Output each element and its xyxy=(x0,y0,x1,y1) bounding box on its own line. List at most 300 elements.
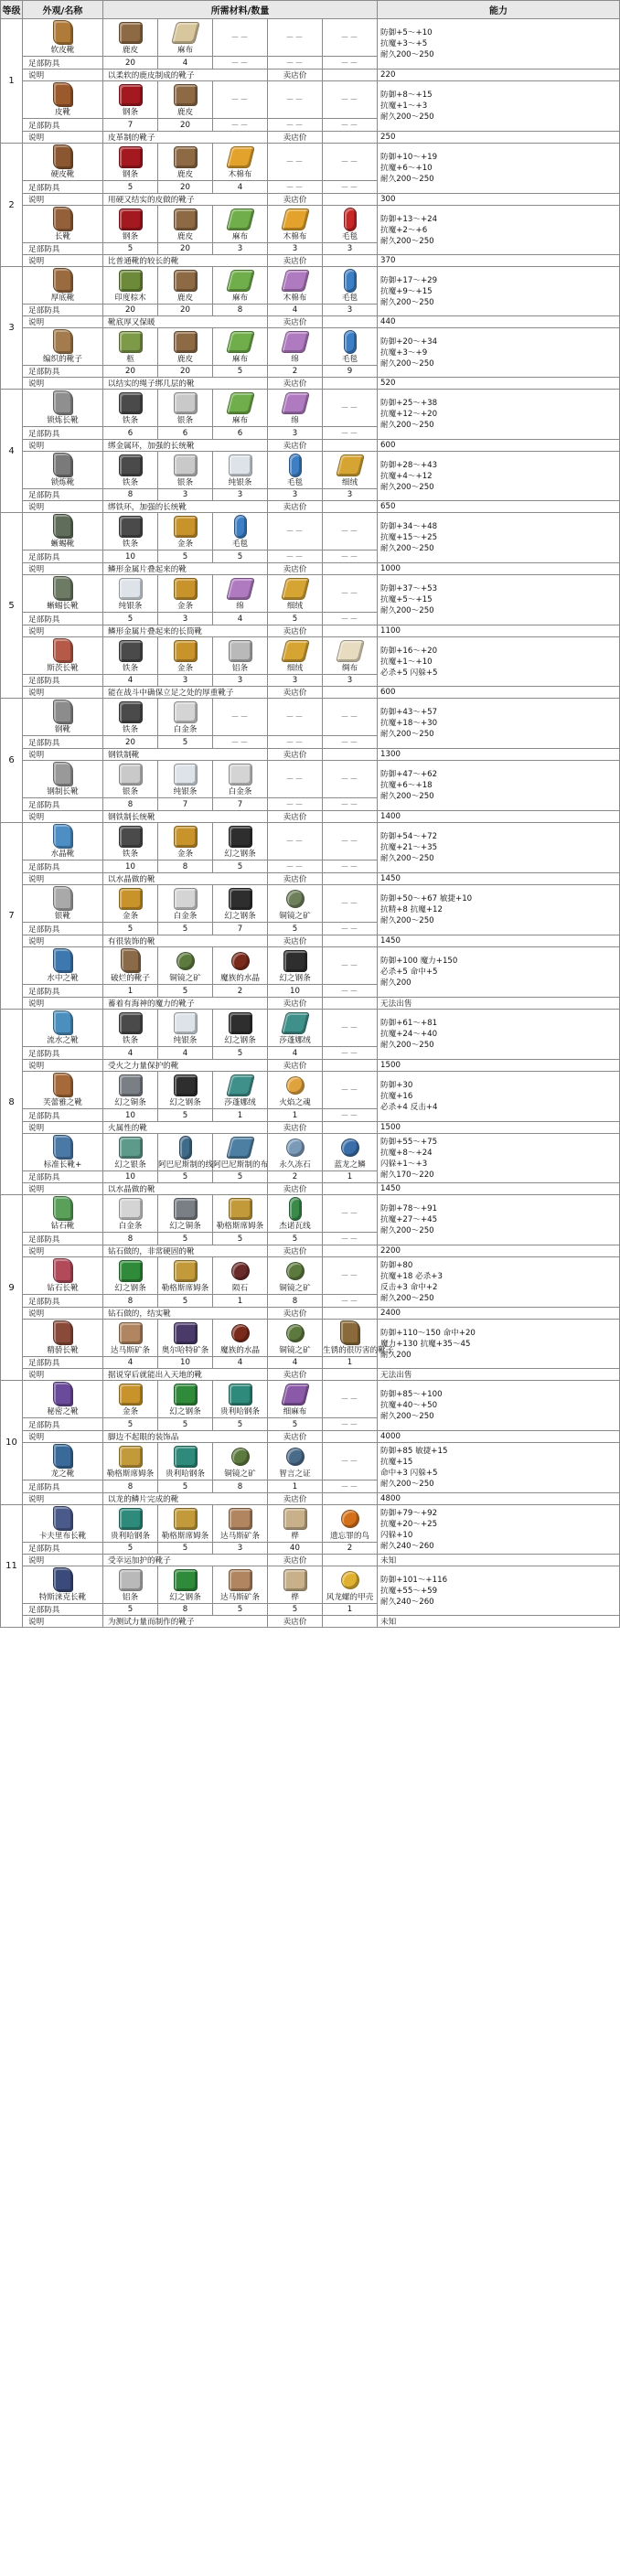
material-name: 铁条 xyxy=(122,1036,139,1045)
iron-bar-icon xyxy=(119,826,143,848)
item-appearance xyxy=(23,206,103,243)
level-cell: 2 xyxy=(1,144,23,267)
phantom-steel-icon xyxy=(174,1569,198,1591)
material-cell xyxy=(268,144,323,181)
item-appearance xyxy=(23,1072,103,1109)
material-quantity: －－ xyxy=(213,119,268,132)
ability-cell xyxy=(378,1505,620,1555)
material-quantity: 20 xyxy=(158,305,213,316)
leather-boot-icon xyxy=(53,82,73,107)
material-cell xyxy=(103,823,158,860)
shop-price: 1500 xyxy=(378,1122,620,1134)
material-cell xyxy=(103,1320,158,1357)
ability-line: 耐久240～260 xyxy=(380,1541,434,1551)
blanket-icon xyxy=(234,515,247,539)
desc-label: 说明 xyxy=(23,378,103,390)
palm-wood-icon xyxy=(119,270,143,292)
material-quantity: －－ xyxy=(323,1480,378,1493)
material-name: 木棉布 xyxy=(228,170,252,179)
damas-bar-icon xyxy=(119,1322,143,1344)
material-name: 生锈的很厉害的靴子 xyxy=(323,1346,394,1355)
material-cell xyxy=(323,1505,378,1543)
gold-bar-icon xyxy=(174,640,198,662)
material-quantity: 5 xyxy=(103,1604,158,1616)
material-cell xyxy=(158,885,213,923)
material-name: 白金条 xyxy=(228,787,252,796)
material-cell xyxy=(323,1381,378,1418)
shop-price: 2400 xyxy=(378,1308,620,1320)
shop-price: 1300 xyxy=(378,749,620,761)
material-cell xyxy=(103,1010,158,1047)
phantom-copper-icon xyxy=(174,1198,198,1220)
ragged-boot-icon xyxy=(121,948,141,973)
item-description: 皮革制的靴子 xyxy=(103,132,268,144)
material-cell xyxy=(158,575,213,613)
ability-line: 防御+78～+91 xyxy=(380,1204,438,1213)
ability-line: 抗魔+6～+10 xyxy=(380,164,433,173)
shop-price: 600 xyxy=(378,687,620,699)
material-name: 金条 xyxy=(122,1407,139,1416)
ability-cell xyxy=(378,885,620,935)
empty-slot: －－ xyxy=(285,528,305,537)
crystal-boot-icon xyxy=(53,824,73,849)
material-name: 勒格斯席姆条 xyxy=(161,1532,209,1541)
material-quantity: 5 xyxy=(103,923,158,935)
item-description: 能在战斗中确保立足之处的厚重靴子 xyxy=(103,687,268,699)
pure-silver-bar-icon xyxy=(229,454,252,476)
material-cell xyxy=(323,1257,378,1295)
palm-fiber-icon xyxy=(119,331,143,353)
item-name: 标准长靴+ xyxy=(43,1160,82,1170)
ability-cell xyxy=(378,947,620,998)
ability-line: 抗魔+55～+59 xyxy=(380,1586,438,1596)
item-name: 蜥蜴长靴 xyxy=(47,602,79,611)
orhat-bar-icon xyxy=(174,1322,198,1344)
item-desc-row xyxy=(1,132,620,144)
item-description: 鳞形金属片叠起来的长筒靴 xyxy=(103,625,268,637)
footgear-label: 足部防具 xyxy=(23,923,103,935)
material-quantity: 5 xyxy=(213,1604,268,1616)
footgear-label: 足部防具 xyxy=(23,1295,103,1308)
material-name: 金条 xyxy=(176,850,194,859)
shop-price-label: 卖店价 xyxy=(268,1616,323,1628)
ability-line: 耐久200～250 xyxy=(380,916,434,925)
material-cell xyxy=(103,1443,158,1480)
cotton-icon xyxy=(281,331,310,353)
spacer-cell xyxy=(323,1308,378,1320)
ability-cell xyxy=(378,1566,620,1616)
item-description: 脚边不起眼的装饰品 xyxy=(103,1431,268,1443)
material-name: 金条 xyxy=(176,664,194,673)
empty-slot: －－ xyxy=(285,775,305,785)
material-quantity: －－ xyxy=(323,1233,378,1245)
footgear-label: 足部防具 xyxy=(23,243,103,255)
material-name: 鹿皮 xyxy=(176,294,194,303)
item-name: 龙之靴 xyxy=(50,1470,75,1479)
material-name: 毛毯 xyxy=(286,478,304,487)
spacer-cell xyxy=(323,873,378,885)
material-quantity: 3 xyxy=(323,305,378,316)
material-cell xyxy=(323,1320,394,1357)
iron-bar-icon xyxy=(119,392,143,414)
material-quantity: 5 xyxy=(158,550,213,563)
material-name: 魔族的水晶 xyxy=(220,1346,260,1355)
footgear-label: 足部防具 xyxy=(23,366,103,378)
material-name: 幻之钢条 xyxy=(169,1098,201,1107)
shop-price-label: 卖店价 xyxy=(268,316,323,328)
material-cell xyxy=(158,637,213,675)
material-cell xyxy=(213,947,268,985)
material-quantity: 3 xyxy=(323,675,378,687)
item-description: 受幸运加护的靴子 xyxy=(103,1555,268,1566)
material-name: 桦 xyxy=(291,1532,299,1541)
material-cell xyxy=(323,1072,378,1109)
platinum-bar-icon xyxy=(174,701,198,723)
material-name: 白金条 xyxy=(118,1222,143,1231)
steel-bar-icon xyxy=(119,84,143,106)
abanis-cloth-icon xyxy=(226,1137,255,1159)
material-quantity: 10 xyxy=(158,1357,213,1369)
empty-slot: －－ xyxy=(340,713,359,722)
footgear-label: 足部防具 xyxy=(23,550,103,563)
ability-line: 抗魔+3～+9 xyxy=(380,347,428,358)
shop-price-label: 卖店价 xyxy=(268,873,323,885)
velvet-icon xyxy=(281,640,310,662)
sabona-velvet-icon xyxy=(281,1012,310,1034)
material-name: 金条 xyxy=(122,912,139,921)
material-quantity: －－ xyxy=(213,57,268,69)
material-quantity: 2 xyxy=(323,1543,378,1555)
empty-slot: －－ xyxy=(340,1272,359,1281)
shop-price-label: 卖店价 xyxy=(268,811,323,823)
meteorite-icon xyxy=(231,1262,250,1280)
material-quantity: 5 xyxy=(103,243,158,255)
ability-line: 防御+47～+62 xyxy=(380,770,438,779)
water-boot-icon xyxy=(53,948,73,973)
material-cell xyxy=(158,699,213,736)
ability-cell xyxy=(378,144,620,194)
material-cell xyxy=(213,637,268,675)
material-quantity: 8 xyxy=(103,489,158,501)
ability-line: 闪躲+1～+3 xyxy=(380,1159,428,1169)
shop-price-label: 卖店价 xyxy=(268,1183,323,1195)
shop-price-label: 卖店价 xyxy=(268,1369,323,1381)
material-cell xyxy=(213,1257,268,1295)
item-icon-row xyxy=(1,452,620,489)
ability-cell xyxy=(378,637,620,687)
item-appearance xyxy=(23,1320,103,1357)
item-appearance xyxy=(23,1195,103,1233)
cotton-cloth-icon xyxy=(281,208,310,230)
material-cell xyxy=(268,81,323,119)
item-description: 用硬又结实的皮做的靴子 xyxy=(103,194,268,206)
spacer-cell xyxy=(323,501,378,513)
item-desc-row xyxy=(1,749,620,761)
desc-label: 说明 xyxy=(23,1431,103,1443)
material-quantity: 3 xyxy=(268,489,323,501)
material-name: 幻之钢条 xyxy=(279,974,311,983)
material-name: 银条 xyxy=(176,478,194,487)
material-cell xyxy=(213,1134,268,1171)
material-name: 幻之钢条 xyxy=(224,1036,256,1045)
empty-slot: －－ xyxy=(285,838,305,847)
material-cell xyxy=(323,390,378,427)
item-appearance xyxy=(23,823,103,860)
item-desc-row xyxy=(1,1616,620,1628)
material-cell xyxy=(323,1566,378,1604)
ability-cell xyxy=(378,513,620,563)
ability-line: 耐久200～250 xyxy=(380,482,434,492)
item-name: 芙蕾雅之靴 xyxy=(43,1098,82,1107)
ability-line: 抗魔+8～+24 xyxy=(380,1148,433,1158)
item-description: 以水晶做的靴 xyxy=(103,1183,268,1195)
item-icon-row xyxy=(1,1072,620,1109)
empty-slot: －－ xyxy=(230,96,250,105)
ability-line: 耐久200～250 xyxy=(380,1480,434,1489)
hard-leather-boot-icon xyxy=(53,144,73,169)
ability-line: 防御+28～+43 xyxy=(380,460,438,470)
ability-line: 耐久200～250 xyxy=(380,236,434,246)
shop-price-label: 卖店价 xyxy=(268,1555,323,1566)
footgear-label: 足部防具 xyxy=(23,119,103,132)
item-icon-row xyxy=(1,1505,620,1543)
silver-boot-icon xyxy=(53,886,73,911)
item-appearance xyxy=(23,1134,103,1171)
ability-line: 抗魔+4～+12 xyxy=(380,471,433,481)
desc-label: 说明 xyxy=(23,1183,103,1195)
ability-line: 抗魔+27～+45 xyxy=(380,1215,438,1224)
item-desc-row xyxy=(1,1493,620,1505)
item-appearance xyxy=(23,885,103,923)
level-cell: 4 xyxy=(1,390,23,513)
material-name: 铁条 xyxy=(122,416,139,425)
ability-line: 抗魔+2～+6 xyxy=(380,225,428,235)
steel-long-boot-icon xyxy=(53,762,73,786)
material-name: 铁条 xyxy=(122,540,139,549)
item-name: 皮靴 xyxy=(54,108,71,117)
material-name: 幻之铜条 xyxy=(169,1222,201,1231)
material-quantity: －－ xyxy=(268,860,323,873)
item-description: 以结实的绳子绑几层的靴 xyxy=(103,378,268,390)
ability-cell xyxy=(378,452,620,501)
material-name: 智言之证 xyxy=(279,1470,311,1479)
phantom-steel-icon xyxy=(174,1074,198,1096)
material-quantity: 20 xyxy=(103,57,158,69)
pure-silver-bar-icon xyxy=(119,578,143,600)
material-quantity: 5 xyxy=(213,1418,268,1431)
spacer-cell xyxy=(323,1245,378,1257)
ability-line: 防御+50～+67 敏捷+10 xyxy=(380,894,473,903)
item-appearance xyxy=(23,1443,103,1480)
material-name: 白金条 xyxy=(173,725,198,734)
material-quantity: 1 xyxy=(323,1357,378,1369)
material-cell xyxy=(103,390,158,427)
material-name: 毛毯 xyxy=(341,232,358,241)
material-name: 麻布 xyxy=(231,355,249,364)
item-desc-row xyxy=(1,194,620,206)
gwiliha-bar-icon xyxy=(119,1508,143,1530)
material-cell xyxy=(268,19,323,57)
material-name: 木棉布 xyxy=(283,294,307,303)
copper-ore-icon xyxy=(231,1448,250,1466)
ability-cell xyxy=(378,699,620,749)
material-quantity: 5 xyxy=(103,1418,158,1431)
material-cell xyxy=(268,761,323,798)
item-icon-row xyxy=(1,206,620,243)
material-cell xyxy=(323,885,378,923)
material-name: 铜镜之矿 xyxy=(279,1284,311,1293)
material-cell xyxy=(213,206,268,243)
material-cell xyxy=(268,1010,323,1047)
material-quantity: 6 xyxy=(158,427,213,440)
ability-cell xyxy=(378,267,620,316)
material-name: 钢条 xyxy=(122,108,139,117)
standard-boot-plus-icon xyxy=(53,1135,73,1160)
gold-bar-icon xyxy=(174,516,198,538)
material-quantity: 3 xyxy=(158,489,213,501)
footgear-label: 足部防具 xyxy=(23,181,103,194)
cotton-icon xyxy=(226,578,255,600)
ability-line: 必杀+5 闪躲+5 xyxy=(380,668,438,678)
silver-bar-icon xyxy=(174,454,198,476)
ability-line: 抗魔+5～+15 xyxy=(380,595,433,604)
material-quantity: 20 xyxy=(158,119,213,132)
material-name: 绵 xyxy=(291,355,299,364)
empty-slot: －－ xyxy=(340,1210,359,1219)
material-name: 纯银条 xyxy=(118,602,143,611)
material-quantity: 4 xyxy=(103,675,158,687)
empty-slot: －－ xyxy=(340,34,359,43)
shop-price-label: 卖店价 xyxy=(268,625,323,637)
ability-line: 防御+37～+53 xyxy=(380,584,438,593)
material-cell xyxy=(158,823,213,860)
material-cell xyxy=(268,267,323,305)
item-description: 据说穿后就能出入天地的靴 xyxy=(103,1369,268,1381)
material-quantity: 2 xyxy=(213,985,268,998)
material-cell xyxy=(213,1443,268,1480)
level-cell: 9 xyxy=(1,1195,23,1381)
empty-slot: －－ xyxy=(340,1395,359,1405)
linen-cloth-icon xyxy=(226,331,255,353)
spacer-cell xyxy=(323,440,378,452)
item-icon-row xyxy=(1,513,620,550)
material-cell xyxy=(158,947,213,985)
material-cell xyxy=(158,19,213,57)
shop-price-label: 卖店价 xyxy=(268,255,323,267)
material-cell xyxy=(323,823,378,860)
material-cell xyxy=(213,513,268,550)
shop-price: 250 xyxy=(378,132,620,144)
shop-price: 1450 xyxy=(378,935,620,947)
material-cell xyxy=(268,390,323,427)
ability-line: 防御+5～+10 xyxy=(380,28,433,37)
thick-sole-boot-icon xyxy=(53,268,73,293)
item-name: 银靴 xyxy=(54,912,71,921)
footgear-label: 足部防具 xyxy=(23,736,103,749)
empty-slot: －－ xyxy=(340,1458,359,1467)
material-quantity: 5 xyxy=(158,736,213,749)
material-name: 幻之钢条 xyxy=(224,912,256,921)
material-quantity: 5 xyxy=(268,613,323,625)
spacer-cell xyxy=(323,316,378,328)
material-cell xyxy=(103,206,158,243)
demon-crystal-icon xyxy=(231,1324,250,1342)
material-quantity: 10 xyxy=(103,550,158,563)
material-cell xyxy=(213,1072,268,1109)
item-name: 软皮靴 xyxy=(50,46,75,55)
material-cell xyxy=(268,947,323,985)
ability-line: 抗魔+24～+40 xyxy=(380,1030,438,1039)
material-name: 细麻布 xyxy=(283,1407,307,1416)
material-name: 莎蓬娜绒 xyxy=(224,1098,256,1107)
phantom-steel-icon xyxy=(229,1012,252,1034)
footgear-label: 足部防具 xyxy=(23,1543,103,1555)
material-name: 达马斯矿条 xyxy=(220,1532,260,1541)
empty-slot: －－ xyxy=(230,34,250,43)
material-quantity: 2 xyxy=(268,1171,323,1183)
item-desc-row xyxy=(1,625,620,637)
steel-bar-icon xyxy=(119,208,143,230)
item-desc-row xyxy=(1,1555,620,1566)
ability-line: 防御+85～+100 xyxy=(380,1390,443,1399)
shop-price-label: 卖店价 xyxy=(268,1060,323,1072)
desc-label: 说明 xyxy=(23,687,103,699)
material-quantity: 4 xyxy=(103,1357,158,1369)
material-quantity: －－ xyxy=(268,57,323,69)
ability-line: 抗魔+16 xyxy=(380,1092,413,1101)
material-quantity: －－ xyxy=(323,1418,378,1431)
copper-ore-icon xyxy=(286,1262,305,1280)
gwiliha-bar-icon xyxy=(174,1446,198,1468)
desc-label: 说明 xyxy=(23,873,103,885)
ability-line: 抗魔+15～+25 xyxy=(380,533,438,542)
ability-line: 防御+100 魔力+150 xyxy=(380,957,458,966)
ability-line: 耐久200 xyxy=(380,1350,412,1360)
item-desc-row xyxy=(1,1245,620,1257)
item-icon-row xyxy=(1,1443,620,1480)
item-name: 钢制长靴 xyxy=(47,787,79,796)
item-appearance xyxy=(23,1505,103,1543)
item-name: 钻石长靴 xyxy=(47,1284,79,1293)
item-icon-row xyxy=(1,390,620,427)
material-quantity: 8 xyxy=(158,1604,213,1616)
item-description: 绑铁环，加强的长统靴 xyxy=(103,501,268,513)
platinum-bar-icon xyxy=(229,764,252,786)
damas-bar-icon xyxy=(229,1508,252,1530)
desc-label: 说明 xyxy=(23,935,103,947)
item-appearance xyxy=(23,575,103,613)
material-name: 桦 xyxy=(291,1593,299,1602)
material-quantity: 10 xyxy=(268,985,323,998)
material-quantity: 20 xyxy=(103,305,158,316)
ability-cell xyxy=(378,1010,620,1060)
ability-line: 耐久200～250 xyxy=(380,730,434,739)
sabona-velvet-icon xyxy=(226,1074,255,1096)
material-name: 绵 xyxy=(291,416,299,425)
shop-price: 未知 xyxy=(378,1616,620,1628)
ability-line: 抗魔+9～+15 xyxy=(380,286,433,296)
material-quantity: 20 xyxy=(158,366,213,378)
ability-line: 抗魔+21～+35 xyxy=(380,843,438,852)
material-name: 鹿皮 xyxy=(122,46,139,55)
item-name: 锁炼靴 xyxy=(50,478,75,487)
item-desc-row xyxy=(1,563,620,575)
ability-line: 抗魔+18 必杀+3 xyxy=(380,1272,443,1281)
desc-label: 说明 xyxy=(23,316,103,328)
material-cell xyxy=(103,637,158,675)
copper-ore-icon xyxy=(286,1324,305,1342)
material-cell xyxy=(158,1257,213,1295)
